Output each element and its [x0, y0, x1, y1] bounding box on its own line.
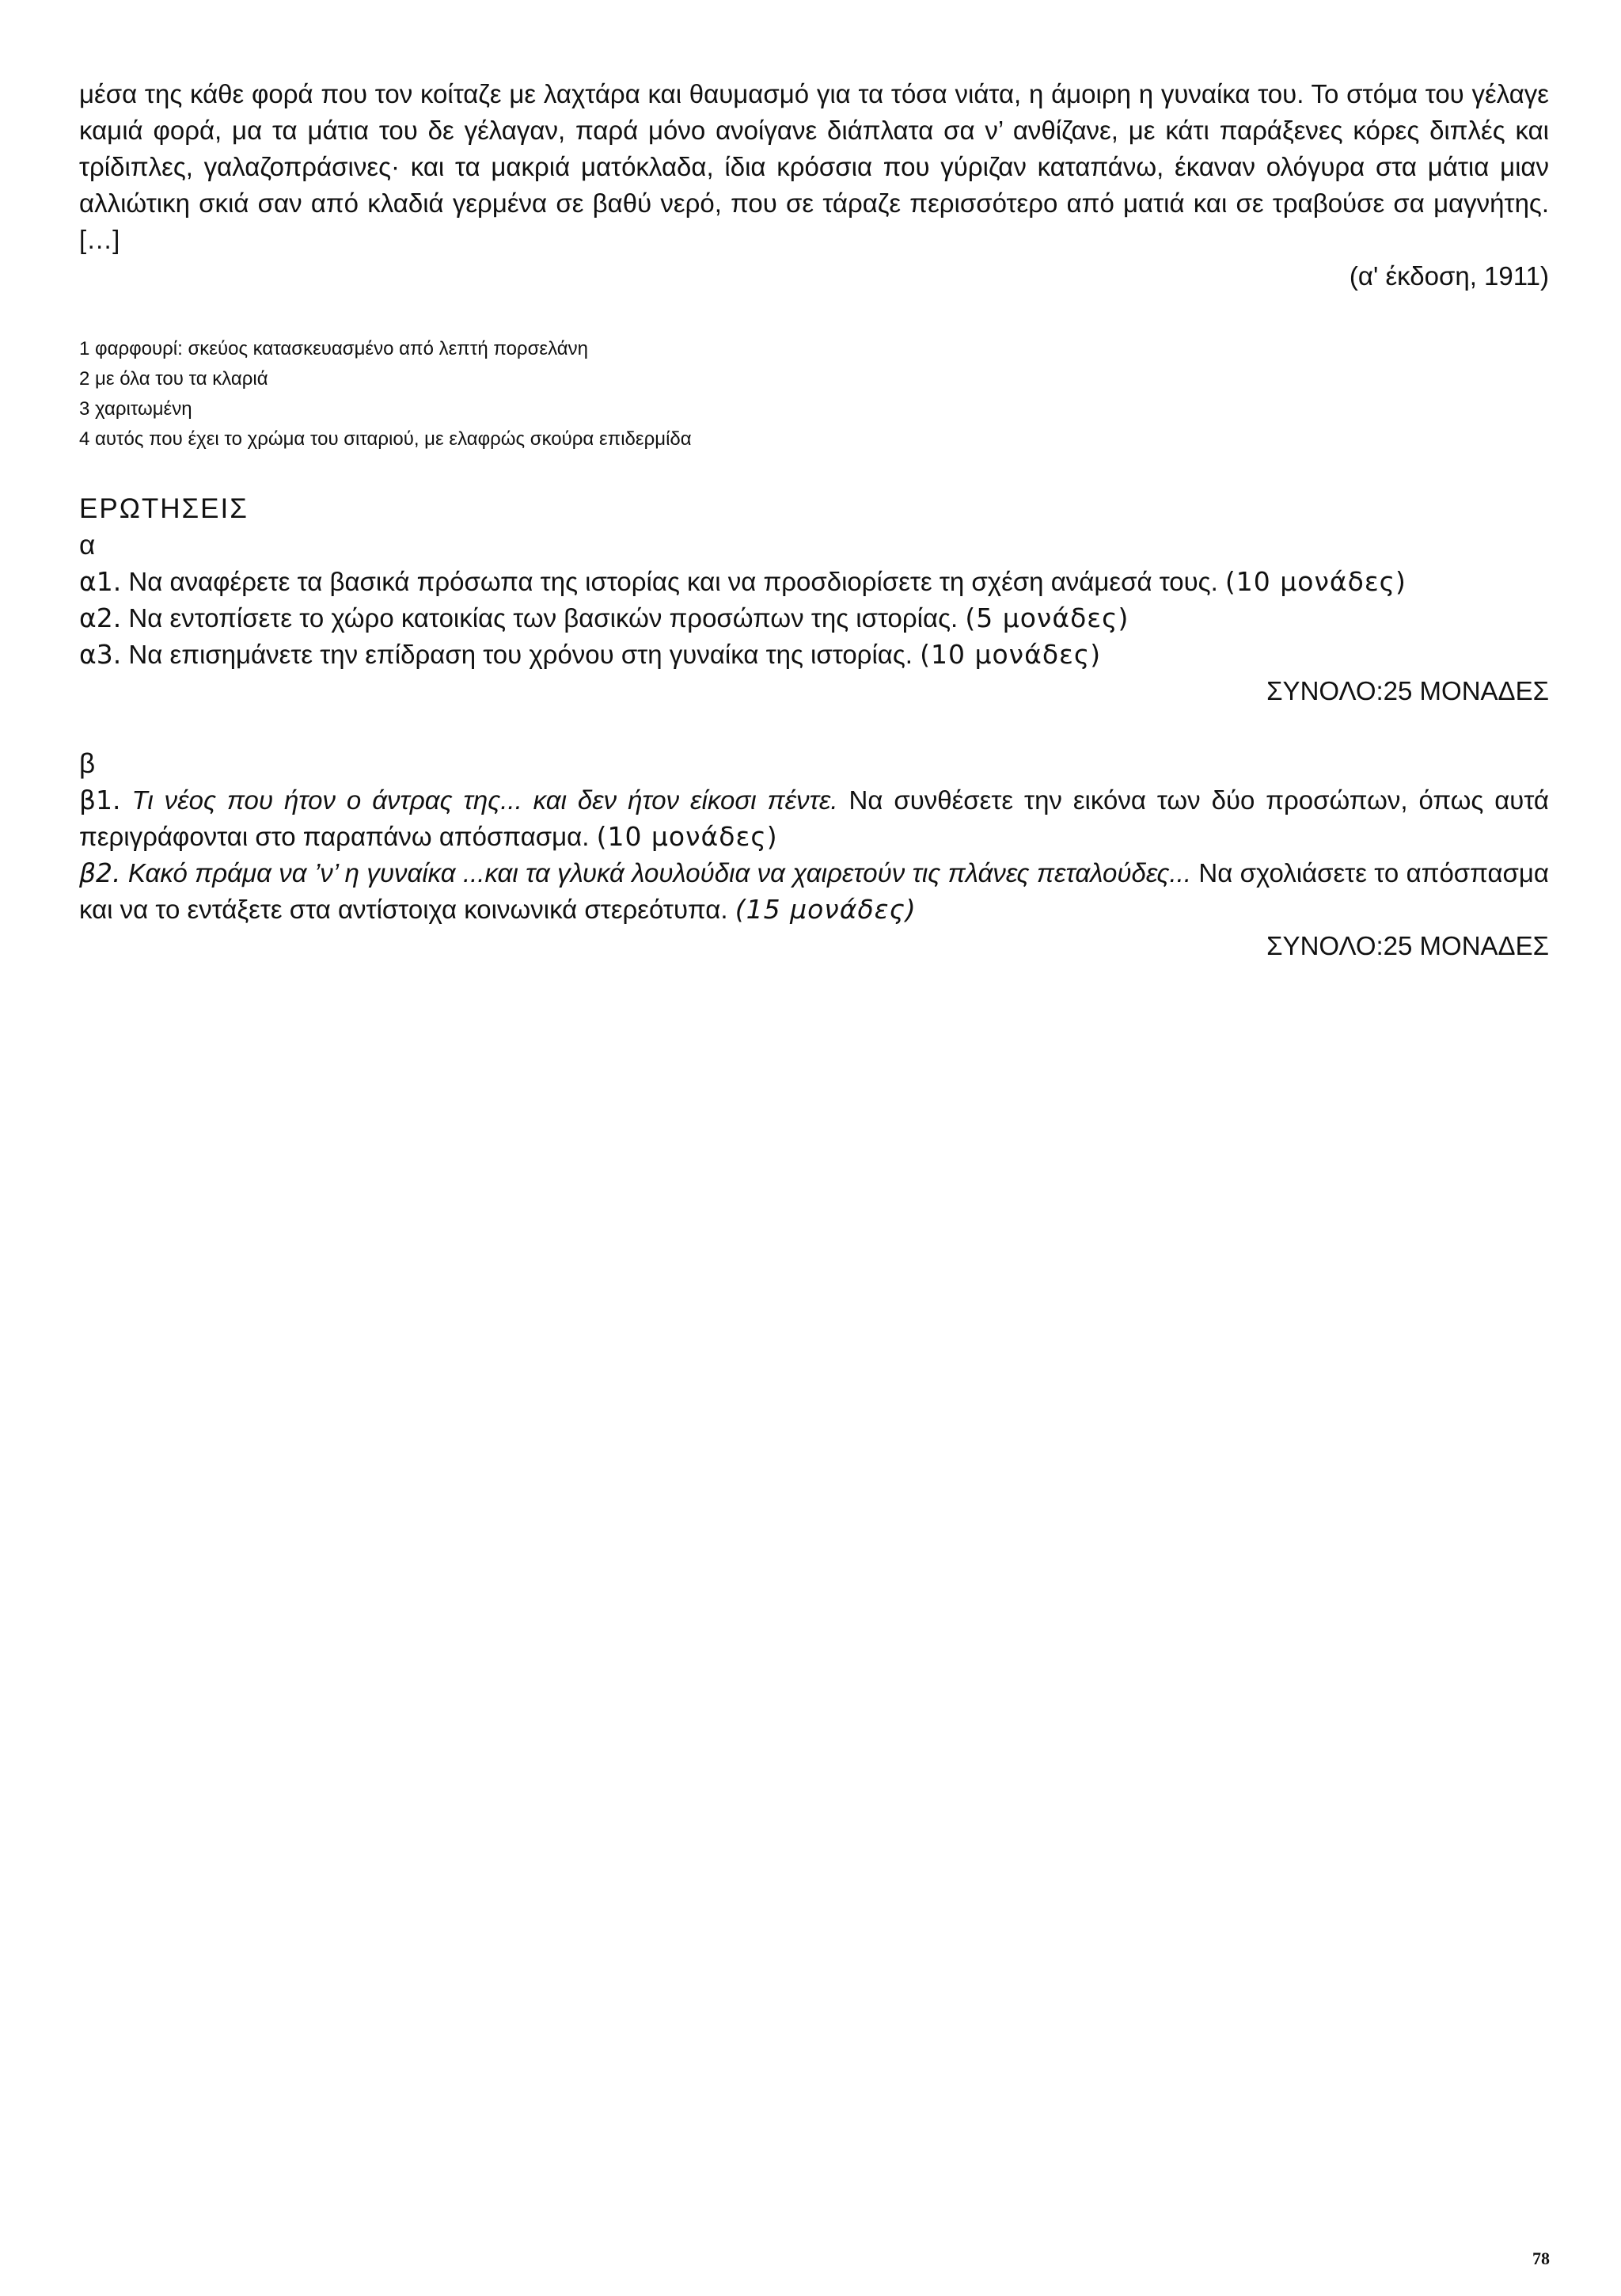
- question-a2-marks: (5 μονάδες): [965, 603, 1129, 633]
- section-b-label: β: [79, 748, 96, 779]
- section-a-total: ΣΥΝΟΛΟ:25 ΜΟΝΑΔΕΣ: [1266, 676, 1549, 705]
- edition-note: (α' έκδοση, 1911): [1349, 261, 1549, 291]
- question-a1-marks: (10 μονάδες): [1224, 566, 1407, 597]
- section-b-total: ΣΥΝΟΛΟ:25 ΜΟΝΑΔΕΣ: [1266, 931, 1549, 960]
- question-a3: [79, 637, 1549, 673]
- question-a1-label: α1.: [79, 566, 122, 597]
- footnotes: [79, 334, 1266, 454]
- question-a2-text: Να εντοπίσετε το χώρο κατοικίας των βασικών προσώπων της ιστορίας.: [121, 603, 966, 633]
- questions-heading: ΕΡΩΤΗΣΕΙΣ: [79, 493, 249, 524]
- question-a3-marks: (10 μονάδες): [920, 639, 1102, 670]
- question-a1: [79, 564, 1549, 600]
- question-b2-quote: Κακό πράμα να ’ν’ η γυναίκα ...και τα γλυκά λουλούδια να χαιρετούν τις πλάνες πεταλούδες...: [120, 858, 1192, 888]
- literary-passage: μέσα της κάθε φορά που τον κοίταζε με λαχτάρα και θαυμασμό για τα τόσα νιάτα, η άμοιρη η γυναίκα του. Το στόμα του γέλαγε καμιά φορά, μα τα μάτια του δε γέλαγαν, παρά μόνο ανοίγανε διάπλατα σα ν’ ανθίζανε, με κάτι παράξενες κόρες διπλές και τρίδιπλες, γαλαζοπράσινες· και τα μακριά ματόκλαδα, ίδια κρόσσια που γύριζαν καταπάνω, έκαναν ολόγυρα στα μάτια μιαν αλλιώτικη σκιά σαν από κλαδιά γερμένα σε βαθύ νερό, που σε τάραζε περισσότερο από ματιά και σε τραβούσε σα μαγνήτης. […]: [79, 79, 1549, 254]
- question-b1-marks: (10 μονάδες): [596, 821, 778, 852]
- question-b2-label: β2.: [79, 857, 121, 888]
- question-a2-label: α2.: [79, 603, 122, 633]
- question-b2: [79, 855, 1549, 928]
- question-b1-quote: Τι νέος που ήτον ο άντρας της... και δεν ήτον είκοσι πέντε.: [120, 785, 838, 815]
- question-a2: [79, 600, 1549, 637]
- question-a1-text: Να αναφέρετε τα βασικά πρόσωπα της ιστορίας και να προσδιορίσετε τη σχέση ανάμεσά τους.: [121, 567, 1225, 596]
- question-b2-marks: (15 μονάδες): [735, 894, 917, 925]
- footnote-3: 3 χαριτωμένη: [79, 398, 192, 420]
- question-b1-text: Να συνθέσετε την εικόνα των δύο προσώπων, όπως αυτά περιγράφονται στο παραπάνω απόσπασμα.: [79, 785, 1549, 851]
- question-a3-text: Να επισημάνετε την επίδραση του χρόνου στη γυναίκα της ιστορίας.: [121, 640, 921, 669]
- footnote-1: 1 φαρφουρί: σκεύος κατασκευασμένο από λεπτή πορσελάνη: [79, 338, 588, 359]
- footnote-2: 2 με όλα του τα κλαριά: [79, 368, 268, 390]
- question-a3-label: α3.: [79, 639, 122, 670]
- footnote-4: 4 αυτός που έχει το χρώμα του σιταριού, με ελαφρώς σκούρα επιδερμίδα: [79, 428, 692, 450]
- section-a-label: α: [79, 530, 96, 561]
- question-b2-text: Να σχολιάσετε το απόσπασμα και να το εντάξετε στα αντίστοιχα κοινωνικά στερεότυπα.: [79, 858, 1549, 924]
- page-number: 78: [1532, 2248, 1550, 2268]
- question-b1: [79, 782, 1549, 855]
- question-b1-label: β1.: [79, 785, 121, 815]
